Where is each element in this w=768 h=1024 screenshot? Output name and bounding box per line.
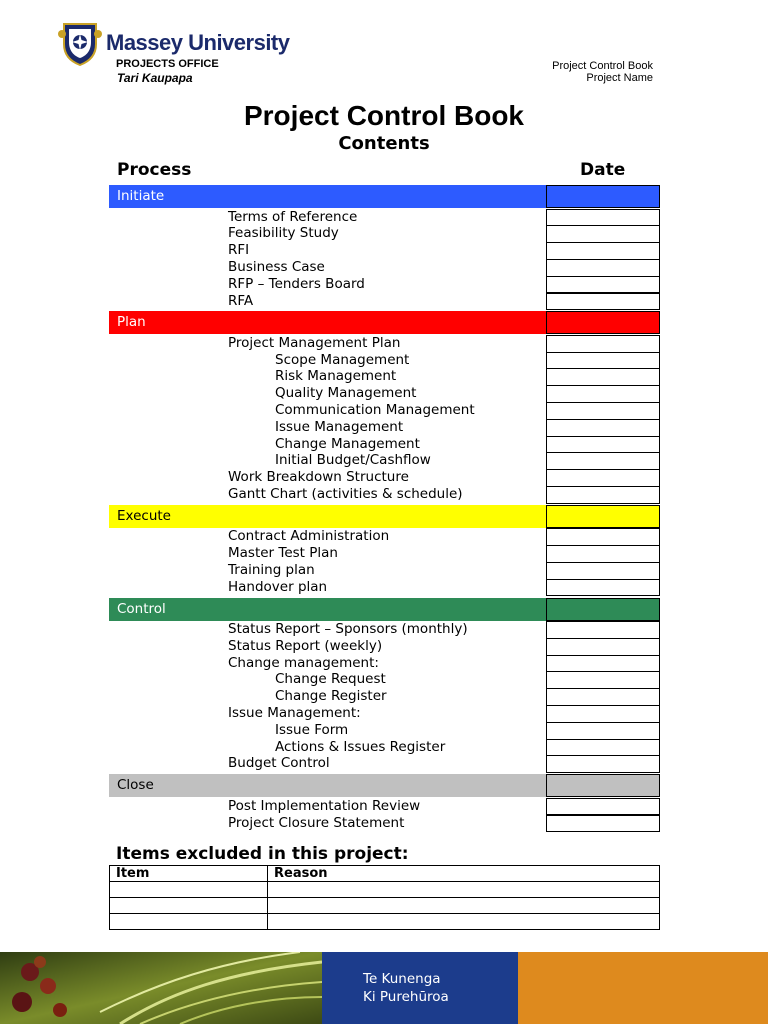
date-input-cell[interactable] (546, 486, 660, 504)
date-column-header: Date (580, 160, 626, 180)
contents-item: Terms of Reference (228, 208, 358, 225)
contents-item: Project Closure Statement (228, 814, 405, 831)
section-band-control: Control (109, 598, 546, 621)
date-input-cell[interactable] (546, 242, 660, 260)
section-date-cell (546, 505, 660, 528)
date-input-cell[interactable] (546, 276, 660, 294)
date-input-cell[interactable] (546, 579, 660, 597)
section-date-cell (546, 311, 660, 334)
contents-item: Quality Management (275, 385, 417, 402)
item-cell[interactable] (110, 898, 268, 914)
item-column-header: Item (110, 866, 268, 882)
contents-item: Issue Management (275, 418, 404, 435)
date-input-cell[interactable] (546, 452, 660, 470)
university-name: Massey University (106, 30, 290, 55)
table-row (110, 914, 660, 930)
date-input-cell[interactable] (546, 688, 660, 706)
date-input-cell[interactable] (546, 655, 660, 673)
date-input-cell[interactable] (546, 528, 660, 546)
office-name: PROJECTS OFFICE (116, 58, 219, 70)
contents-item: RFI (228, 242, 250, 259)
date-input-cell[interactable] (546, 798, 660, 816)
date-input-cell[interactable] (546, 225, 660, 243)
reason-cell[interactable] (268, 882, 660, 898)
contents-item: Status Report (weekly) (228, 637, 383, 654)
contents-item: Feasibility Study (228, 225, 339, 242)
contents-item: Handover plan (228, 578, 328, 595)
contents-item: Scope Management (275, 351, 410, 368)
contents-item: Master Test Plan (228, 545, 338, 562)
contents-item: Change Register (275, 688, 387, 705)
reason-cell[interactable] (268, 898, 660, 914)
contents-item: Initial Budget/Cashflow (275, 452, 431, 469)
table-header-row (110, 866, 660, 882)
date-input-cell[interactable] (546, 469, 660, 487)
date-input-cell[interactable] (546, 385, 660, 403)
contents-item: Actions & Issues Register (275, 738, 446, 755)
date-input-cell[interactable] (546, 545, 660, 563)
contents-item: Change management: (228, 654, 379, 671)
contents-item: Status Report – Sponsors (monthly) (228, 621, 468, 637)
contents-item: Issue Management: (228, 705, 361, 721)
date-input-cell[interactable] (546, 638, 660, 656)
contents-item: Project Management Plan (228, 334, 401, 351)
section-band-initiate: Initiate (109, 185, 546, 208)
contents-item: RFA (228, 292, 254, 309)
contents-item: RFP – Tenders Board (228, 275, 365, 292)
contents-item: Post Implementation Review (228, 797, 421, 814)
date-input-cell[interactable] (546, 419, 660, 437)
contents-item: Change Management (275, 435, 420, 452)
date-input-cell[interactable] (546, 402, 660, 420)
date-input-cell[interactable] (546, 705, 660, 723)
date-input-cell[interactable] (546, 293, 660, 311)
date-input-cell[interactable] (546, 755, 660, 773)
excluded-items-title: Items excluded in this project: (116, 844, 409, 864)
contents-item: Training plan (228, 561, 315, 578)
date-input-cell[interactable] (546, 621, 660, 639)
date-input-cell[interactable] (546, 352, 660, 370)
doc-label: Project Control Book (552, 60, 653, 72)
contents-item: Communication Management (275, 402, 475, 418)
table-row (110, 882, 660, 898)
section-band-execute: Execute (109, 505, 546, 528)
date-input-cell[interactable] (546, 259, 660, 277)
project-name-label: Project Name (586, 72, 653, 84)
item-cell[interactable] (110, 914, 268, 930)
contents-item: Gantt Chart (activities & schedule) (228, 486, 463, 502)
section-date-cell (546, 774, 660, 797)
university-crest-icon (58, 20, 102, 66)
excluded-items-table (109, 865, 660, 930)
contents-item: Risk Management (275, 368, 397, 385)
date-input-cell[interactable] (546, 209, 660, 227)
section-band-plan: Plan (109, 311, 546, 334)
page-title: Project Control Book (243, 100, 524, 131)
section-band-close: Close (109, 774, 546, 797)
date-input-cell[interactable] (546, 739, 660, 757)
page-subtitle: Contents (338, 133, 430, 154)
section-date-cell (546, 185, 660, 208)
date-input-cell[interactable] (546, 815, 660, 833)
contents-item: Contract Administration (228, 528, 390, 545)
contents-item: Budget Control (228, 755, 330, 772)
date-input-cell[interactable] (546, 368, 660, 386)
fern-photo-image (0, 952, 322, 1024)
footer-motto-line1: Te Kunenga (363, 971, 441, 987)
date-input-cell[interactable] (546, 335, 660, 353)
contents-item: Issue Form (275, 721, 349, 738)
date-input-cell[interactable] (546, 722, 660, 740)
date-input-cell[interactable] (546, 562, 660, 580)
process-column-header: Process (117, 160, 192, 180)
date-input-cell[interactable] (546, 671, 660, 689)
section-date-cell (546, 598, 660, 621)
office-tagline: Tari Kaupapa (117, 71, 193, 85)
table-row (110, 898, 660, 914)
reason-column-header: Reason (268, 866, 660, 882)
date-input-cell[interactable] (546, 436, 660, 454)
footer-motto-line2: Ki Purehūroa (363, 989, 449, 1005)
footer-motto (363, 970, 449, 1006)
reason-cell[interactable] (268, 914, 660, 930)
contents-item: Change Request (275, 671, 386, 688)
footer-orange-panel (518, 952, 768, 1024)
contents-item: Work Breakdown Structure (228, 469, 409, 486)
contents-item: Business Case (228, 258, 325, 275)
footer-photo (0, 952, 322, 1024)
item-cell[interactable] (110, 882, 268, 898)
